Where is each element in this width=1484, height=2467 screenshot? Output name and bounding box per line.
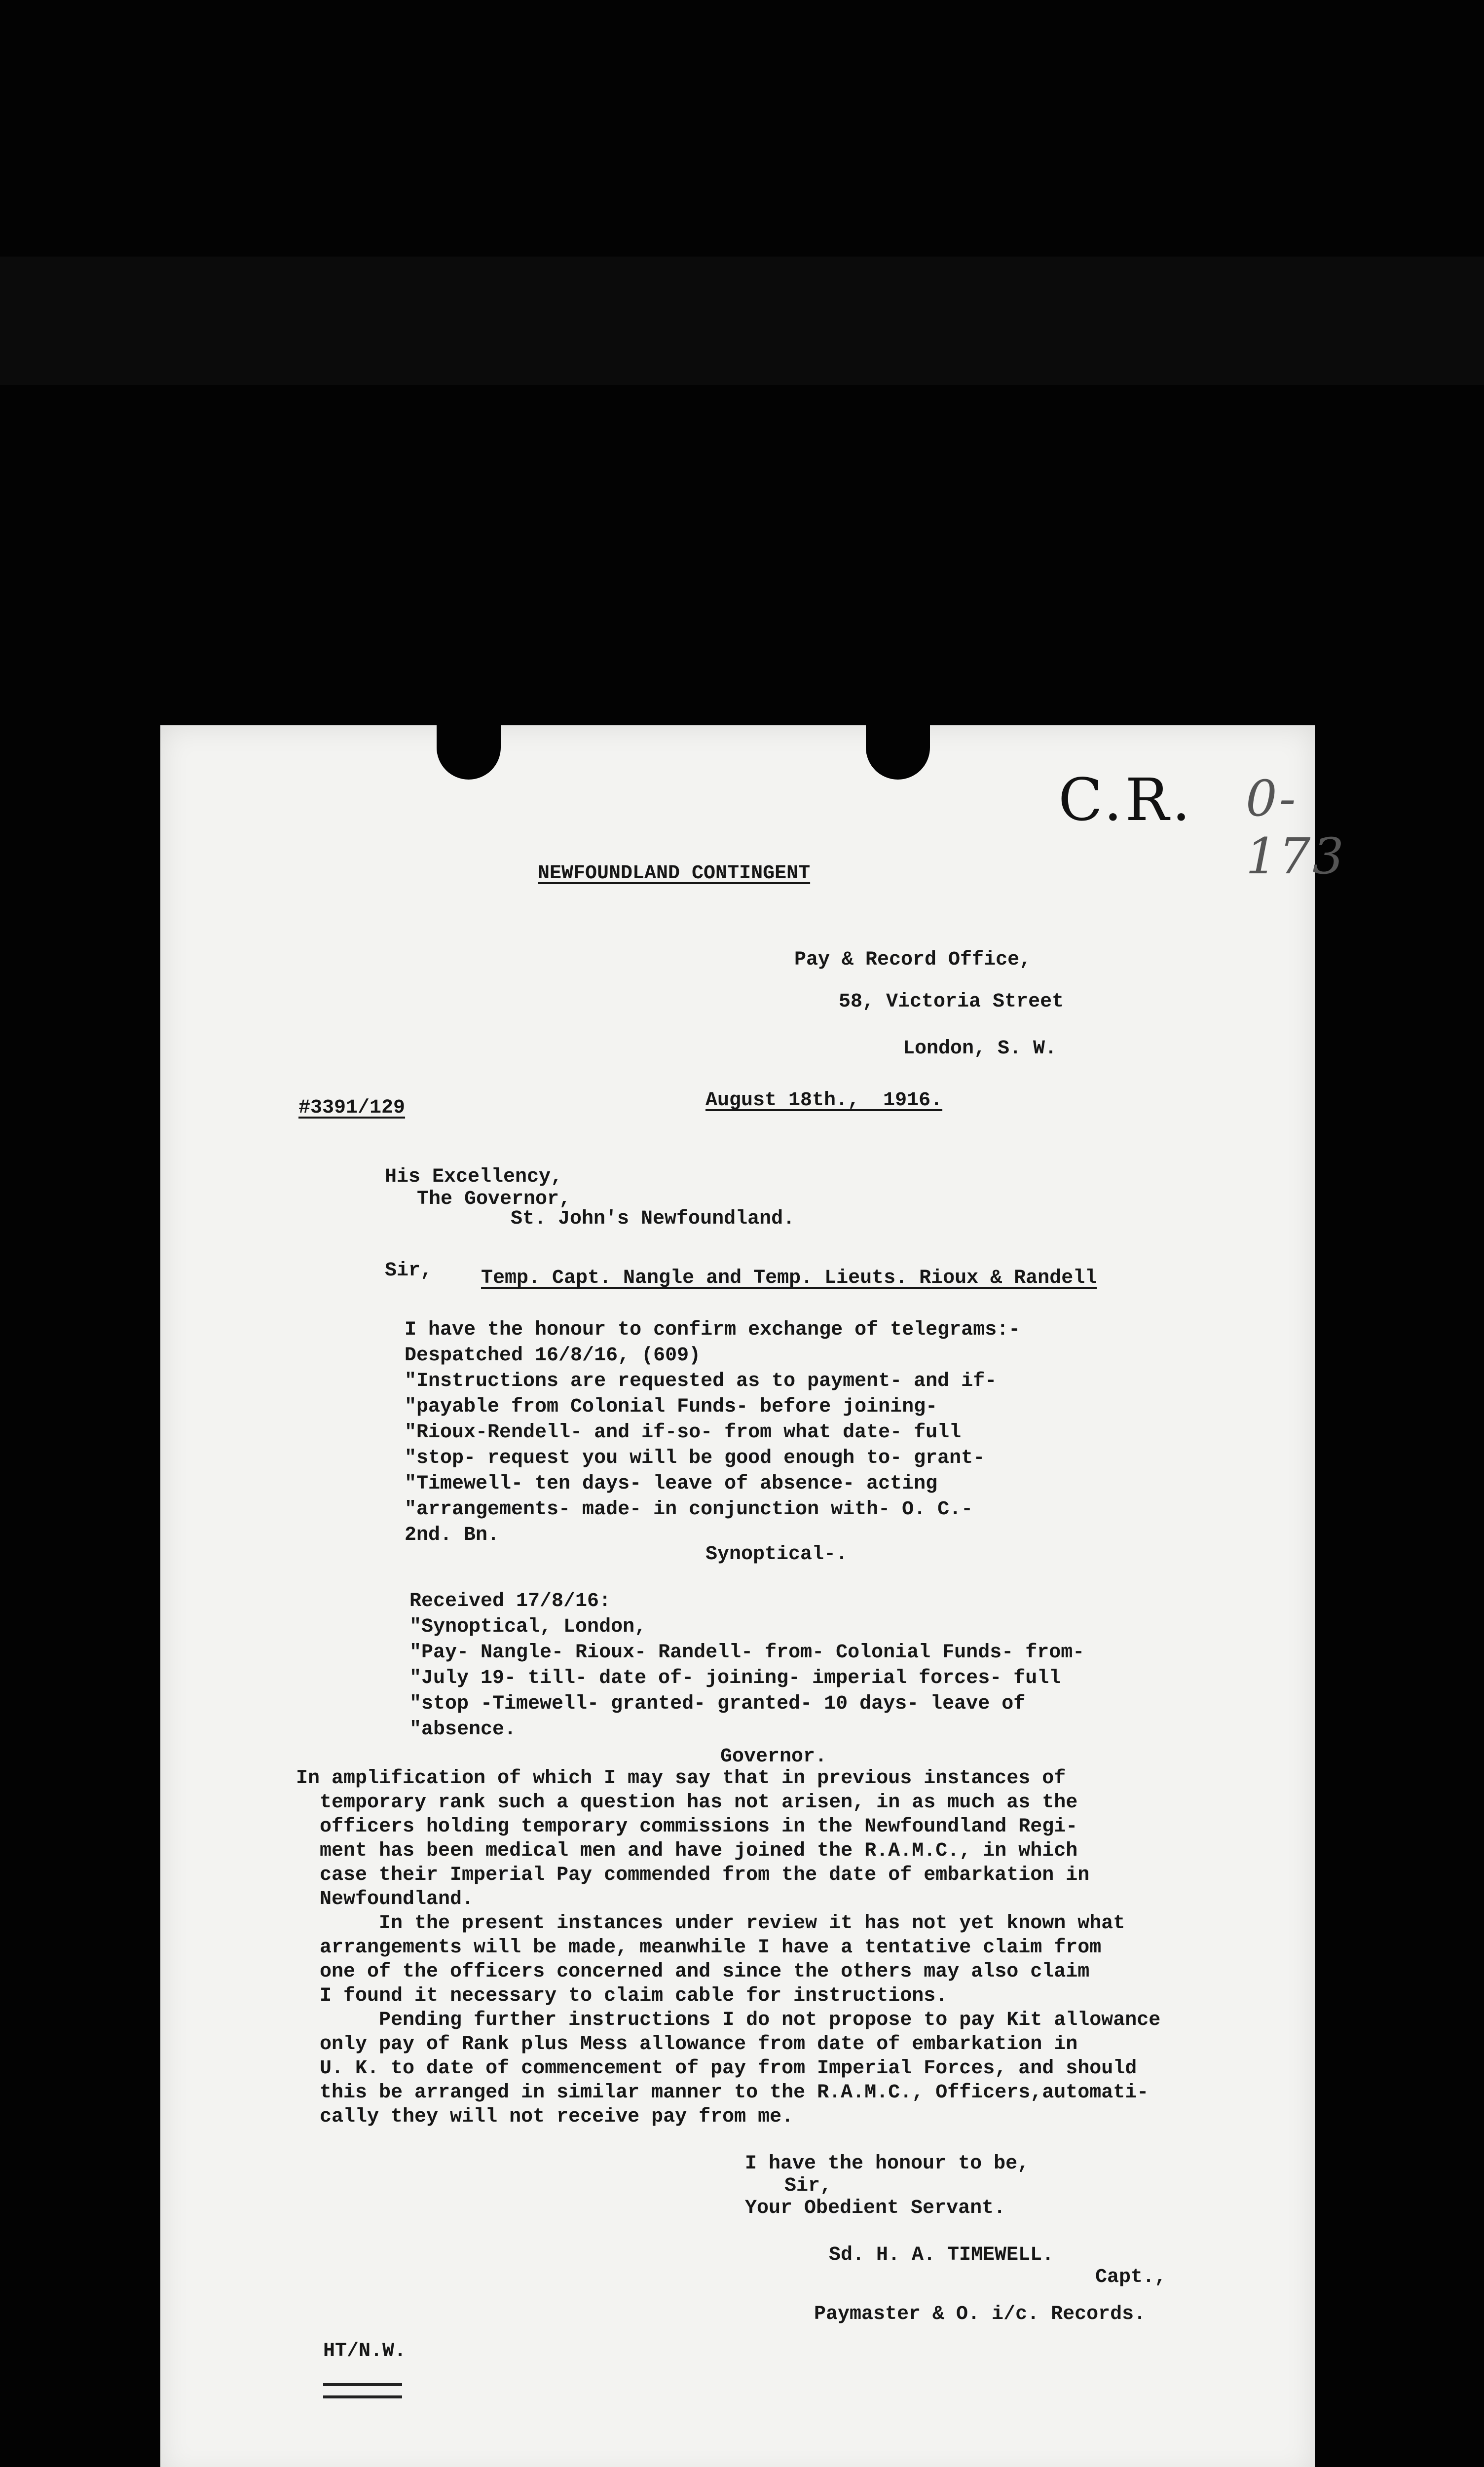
subject-line: Temp. Capt. Nangle and Temp. Lieuts. Rioux & Randell bbox=[481, 1267, 1097, 1289]
address-line: St. John's Newfoundland. bbox=[511, 1208, 795, 1230]
office-name: Pay & Record Office, bbox=[794, 949, 1032, 971]
salutation: Sir, bbox=[385, 1260, 433, 1282]
text-line: I have the honour to confirm exchange of telegrams:- bbox=[405, 1319, 1021, 1341]
text-line: case their Imperial Pay commended from the date of embarkation in bbox=[296, 1864, 1090, 1886]
address-line: His Excellency, bbox=[385, 1166, 563, 1188]
text-line: "July 19- till- date of- joining- imperial forces- full bbox=[409, 1667, 1061, 1689]
reference-number: #3391/129 bbox=[298, 1097, 406, 1119]
address-line: The Governor, bbox=[417, 1188, 571, 1210]
punch-hole bbox=[866, 720, 930, 780]
text-line: "Timewell- ten days- leave of absence- acting bbox=[405, 1473, 938, 1495]
text-line: this be arranged in similar manner to the R.A.M.C., Officers,automati- bbox=[296, 2082, 1149, 2104]
text-line: 2nd. Bn. bbox=[405, 1524, 500, 1546]
scan-shadow-band bbox=[0, 257, 1484, 385]
text-line: U. K. to date of commencement of pay from Imperial Forces, and should bbox=[296, 2057, 1137, 2080]
text-line: I found it necessary to claim cable for instructions. bbox=[296, 1985, 948, 2007]
text-line: temporary rank such a question has not arisen, in as much as the bbox=[296, 1792, 1078, 1814]
text-line: "Synoptical, London, bbox=[409, 1616, 647, 1638]
typist-initials: HT/N.W. bbox=[323, 2340, 407, 2362]
text-line: one of the officers concerned and since the others may also claim bbox=[296, 1961, 1090, 1983]
handwritten-file-number: 0-173 bbox=[1246, 770, 1346, 885]
document-title: NEWFOUNDLAND CONTINGENT bbox=[538, 862, 811, 885]
text-line: "Pay- Nangle- Rioux- Randell- from- Colonial Funds- from- bbox=[409, 1642, 1085, 1664]
double-rule bbox=[323, 2383, 402, 2386]
text-line: "arrangements- made- in conjunction with- O. C.- bbox=[405, 1498, 973, 1521]
body-text bbox=[296, 1766, 1160, 2129]
text-line: only pay of Rank plus Mess allowance from date of embarkation in bbox=[296, 2033, 1078, 2056]
signatory-position: Paymaster & O. i/c. Records. bbox=[814, 2303, 1146, 2325]
text-line: "payable from Colonial Funds- before joining- bbox=[405, 1396, 938, 1418]
text-line: "stop -Timewell- granted- granted- 10 days- leave of bbox=[409, 1693, 1026, 1715]
text-line: Despatched 16/8/16, (609) bbox=[405, 1345, 701, 1367]
text-line: "Instructions are requested as to payment- and if- bbox=[405, 1370, 997, 1392]
signature: Sd. H. A. TIMEWELL. bbox=[829, 2244, 1054, 2266]
text-line: "Rioux-Rendell- and if-so- from what date- full bbox=[405, 1421, 962, 1444]
closing-line: Sir, bbox=[784, 2175, 832, 2197]
despatched-telegram bbox=[405, 1317, 1020, 1548]
text-line: Pending further instructions I do not propose to pay Kit allowance bbox=[296, 2009, 1161, 2031]
text-line: "absence. bbox=[409, 1719, 517, 1741]
handwritten-ref: C.R. bbox=[1058, 766, 1193, 834]
double-rule bbox=[323, 2395, 402, 2398]
letter-date: August 18th., 1916. bbox=[705, 1089, 943, 1112]
text-line: Received 17/8/16: bbox=[409, 1590, 611, 1612]
office-city: London, S. W. bbox=[903, 1038, 1057, 1060]
closing-line: Your Obedient Servant. bbox=[745, 2197, 1006, 2219]
closing-line: I have the honour to be, bbox=[745, 2153, 1030, 2175]
text-line: ment has been medical men and have joined the R.A.M.C., in which bbox=[296, 1840, 1078, 1862]
despatch-signoff: Synoptical-. bbox=[705, 1543, 848, 1566]
text-line: arrangements will be made, meanwhile I have a tentative claim from bbox=[296, 1937, 1102, 1959]
text-line: Newfoundland. bbox=[296, 1888, 474, 1910]
received-telegram bbox=[409, 1589, 1084, 1743]
text-line: "stop- request you will be good enough to- grant- bbox=[405, 1447, 985, 1469]
text-line: In the present instances under review it has not yet known what bbox=[296, 1912, 1125, 1935]
signatory-rank: Capt., bbox=[1095, 2266, 1167, 2288]
office-street: 58, Victoria Street bbox=[839, 991, 1064, 1013]
punch-hole bbox=[437, 720, 501, 780]
text-line: officers holding temporary commissions in the Newfoundland Regi- bbox=[296, 1816, 1078, 1838]
text-line: In amplification of which I may say that in previous instances of bbox=[296, 1767, 1066, 1790]
received-signoff: Governor. bbox=[720, 1746, 827, 1768]
text-line: cally they will not receive pay from me. bbox=[296, 2106, 794, 2128]
